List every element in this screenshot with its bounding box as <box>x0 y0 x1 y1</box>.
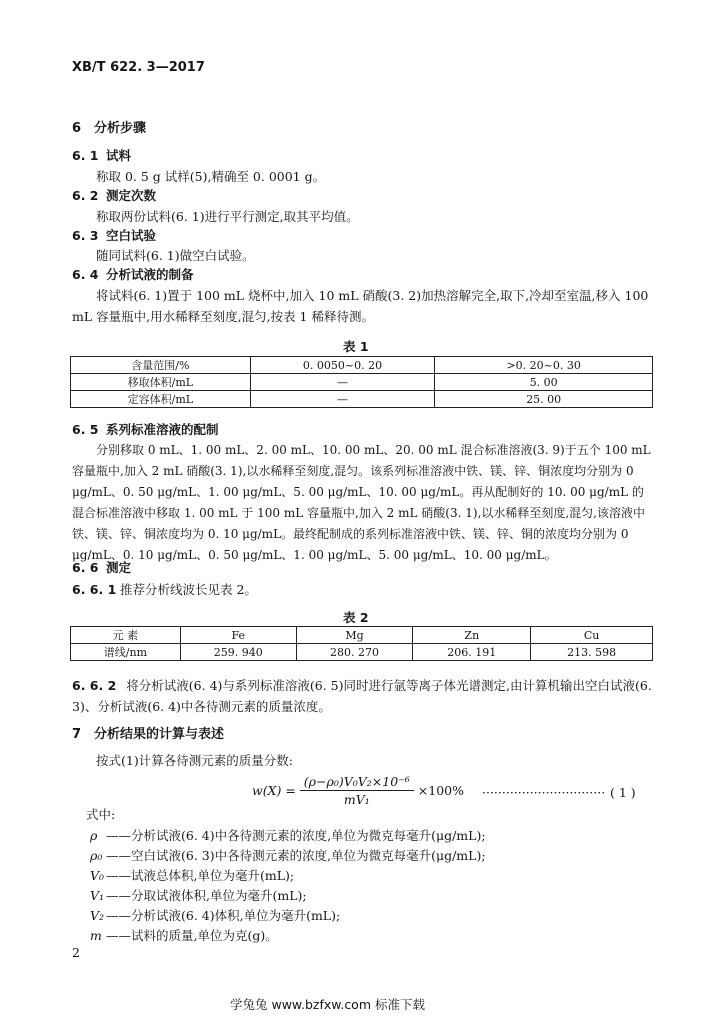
section-6-6-heading <box>72 558 131 576</box>
section-title: 测定 <box>106 560 132 575</box>
variable-definition <box>90 826 486 844</box>
table-cell: 移取体积/mL <box>71 374 251 391</box>
section-text: 将分析试液(6. 4)与系列标准溶液(6. 5)同时进行氩等离子体光谱测定,由计算机输出空白试液(6. 3)、分析试液(6. 4)中各待测元素的质量浓度。 <box>72 678 652 714</box>
section-6-3-text: 随同试料(6. 1)做空白试验。 <box>96 248 255 263</box>
formula-fraction <box>300 774 414 807</box>
table-cell: 5. 00 <box>435 374 653 391</box>
variable-description: ——分析试液(6. 4)体积,单位为毫升(mL); <box>106 908 341 923</box>
section-number: 6 <box>72 121 82 136</box>
table-cell: 25. 00 <box>435 391 653 408</box>
variable-symbol: V₁ <box>90 888 105 903</box>
watermark-footer: 学兔兔 www.bzfxw.com 标准下载 <box>230 997 425 1012</box>
section-6-6-1 <box>72 580 257 598</box>
variable-definition <box>90 866 294 884</box>
section-6-2-text: 称取两份试料(6. 1)进行平行测定,取其平均值。 <box>96 209 359 224</box>
table-cell: 定容体积/mL <box>71 391 251 408</box>
standard-code: XB/T 622. 3—2017 <box>72 60 205 75</box>
formula-denominator: mV₁ <box>343 792 370 807</box>
variable-symbol: ρ <box>90 828 98 843</box>
formula-number: ( 1 ) <box>610 785 636 800</box>
table-1 <box>70 356 653 408</box>
section-6-6-2 <box>72 675 652 717</box>
formula-1 <box>252 774 464 807</box>
section-number: 6. 4 <box>72 267 99 282</box>
section-6-heading <box>72 117 146 136</box>
section-number: 6. 5 <box>72 422 99 437</box>
section-number: 6. 6. 1 <box>72 582 117 597</box>
table-header-cell: 元 素 <box>71 627 181 644</box>
variable-definition <box>90 846 486 864</box>
variable-symbol: V₀ <box>90 868 105 883</box>
section-6-5-heading <box>72 420 219 438</box>
formula-leader-dots: ······························· <box>482 785 606 800</box>
table-cell: 含量范围/% <box>71 357 251 374</box>
formula-numerator: (ρ−ρ₀)V₀V₂×10⁻⁶ <box>300 774 414 791</box>
section-title: 分析步骤 <box>94 121 147 136</box>
variable-description: ——试料的质量,单位为克(g)。 <box>106 928 278 943</box>
section-text: 推荐分析线波长见表 2。 <box>120 582 257 597</box>
section-7-heading <box>72 723 224 742</box>
variable-definition <box>90 926 278 944</box>
section-6-5-text: 分别移取 0 mL、1. 00 mL、2. 00 mL、10. 00 mL、20. 00 mL 混合标准溶液(3. 9)于五个 100 mL 容量瓶中,加入 2 mL 硝酸(3. 1),以水稀释至刻度,混匀。该系列标准溶液中铁、镁、锌、铜浓度均分别为 0 μg/mL、0. 50 μg/mL、1. 00 μg/mL、5. 00 μg/mL、10. 00 μg/mL。再从配制好的 10. 00 μg/mL 的混合标准溶液中移取 1. 00 mL 于 100 mL 容量瓶中,加入 2 mL 硝酸(3. 1),以水稀释至刻度,混匀,该溶液中铁、镁、锌、铜浓度均为 0. 10 μg/mL。最终配制成的系列标准溶液中铁、镁、锌、铜的浓度均分别为 0 μg/mL、0. 10 μg/mL、0. 50 μg/mL、1. 00 μg/mL、5. 00 μg/mL、10. 00 μg/mL。 <box>72 443 651 562</box>
variable-definition <box>90 906 340 924</box>
table-cell: 280. 270 <box>296 644 413 661</box>
table-2-caption: 表 2 <box>343 610 369 625</box>
section-title: 分析试液的制备 <box>106 267 194 282</box>
where-title: 式中: <box>86 807 116 822</box>
section-title: 分析结果的计算与表述 <box>94 727 225 742</box>
section-6-1-text: 称取 0. 5 g 试样(5),精确至 0. 0001 g。 <box>96 169 326 184</box>
table-row <box>71 391 653 408</box>
table-cell: 259. 940 <box>180 644 296 661</box>
section-number: 6. 1 <box>72 148 99 163</box>
formula-lhs: w(X) = <box>252 783 296 798</box>
variable-description: ——试液总体积,单位为毫升(mL); <box>106 868 295 883</box>
formula-intro: 按式(1)计算各待测元素的质量分数: <box>96 753 293 768</box>
page-number: 2 <box>72 945 80 960</box>
section-number: 6. 3 <box>72 228 99 243</box>
section-6-1-heading <box>72 146 131 164</box>
section-number: 6. 2 <box>72 188 99 203</box>
variable-definition <box>90 886 307 904</box>
table-cell: — <box>250 391 435 408</box>
table-cell: 213. 598 <box>531 644 653 661</box>
variable-description: ——分取试液体积,单位为毫升(mL); <box>106 888 307 903</box>
section-number: 6. 6. 2 <box>72 678 117 693</box>
table-row <box>71 374 653 391</box>
table-1-caption: 表 1 <box>343 339 369 354</box>
section-title: 试料 <box>106 148 132 163</box>
section-title: 空白试验 <box>106 228 157 243</box>
table-header-cell: Cu <box>531 627 653 644</box>
formula-rhs: ×100% <box>417 783 464 798</box>
section-title: 测定次数 <box>106 188 157 203</box>
variable-symbol: m <box>90 928 102 943</box>
table-cell: — <box>250 374 435 391</box>
table-header-cell: Fe <box>180 627 296 644</box>
table-header-cell: Mg <box>296 627 413 644</box>
table-header-row <box>71 627 653 644</box>
table-row <box>71 644 653 661</box>
section-number: 7 <box>72 727 82 742</box>
variable-symbol: ρ₀ <box>90 848 103 863</box>
variable-description: ——空白试液(6. 3)中各待测元素的浓度,单位为微克每毫升(μg/mL); <box>106 848 486 863</box>
section-6-4-heading <box>72 265 194 283</box>
table-cell: 谱线/nm <box>71 644 181 661</box>
section-title: 系列标准溶液的配制 <box>106 422 219 437</box>
table-cell: 0. 0050~0. 20 <box>250 357 435 374</box>
table-2 <box>70 626 653 661</box>
section-6-4-text: 将试料(6. 1)置于 100 mL 烧杯中,加入 10 mL 硝酸(3. 2)加热溶解完全,取下,冷却至室温,移入 100 mL 容量瓶中,用水稀释至刻度,混匀,按表 1 稀释待测。 <box>72 288 649 324</box>
table-cell: >0. 20~0. 30 <box>435 357 653 374</box>
table-header-cell: Zn <box>413 627 531 644</box>
table-cell: 206. 191 <box>413 644 531 661</box>
variable-symbol: V₂ <box>90 908 105 923</box>
section-6-2-heading <box>72 186 156 204</box>
variable-description: ——分析试液(6. 4)中各待测元素的浓度,单位为微克每毫升(μg/mL); <box>106 828 486 843</box>
section-number: 6. 6 <box>72 560 99 575</box>
table-row <box>71 357 653 374</box>
section-6-3-heading <box>72 226 156 244</box>
